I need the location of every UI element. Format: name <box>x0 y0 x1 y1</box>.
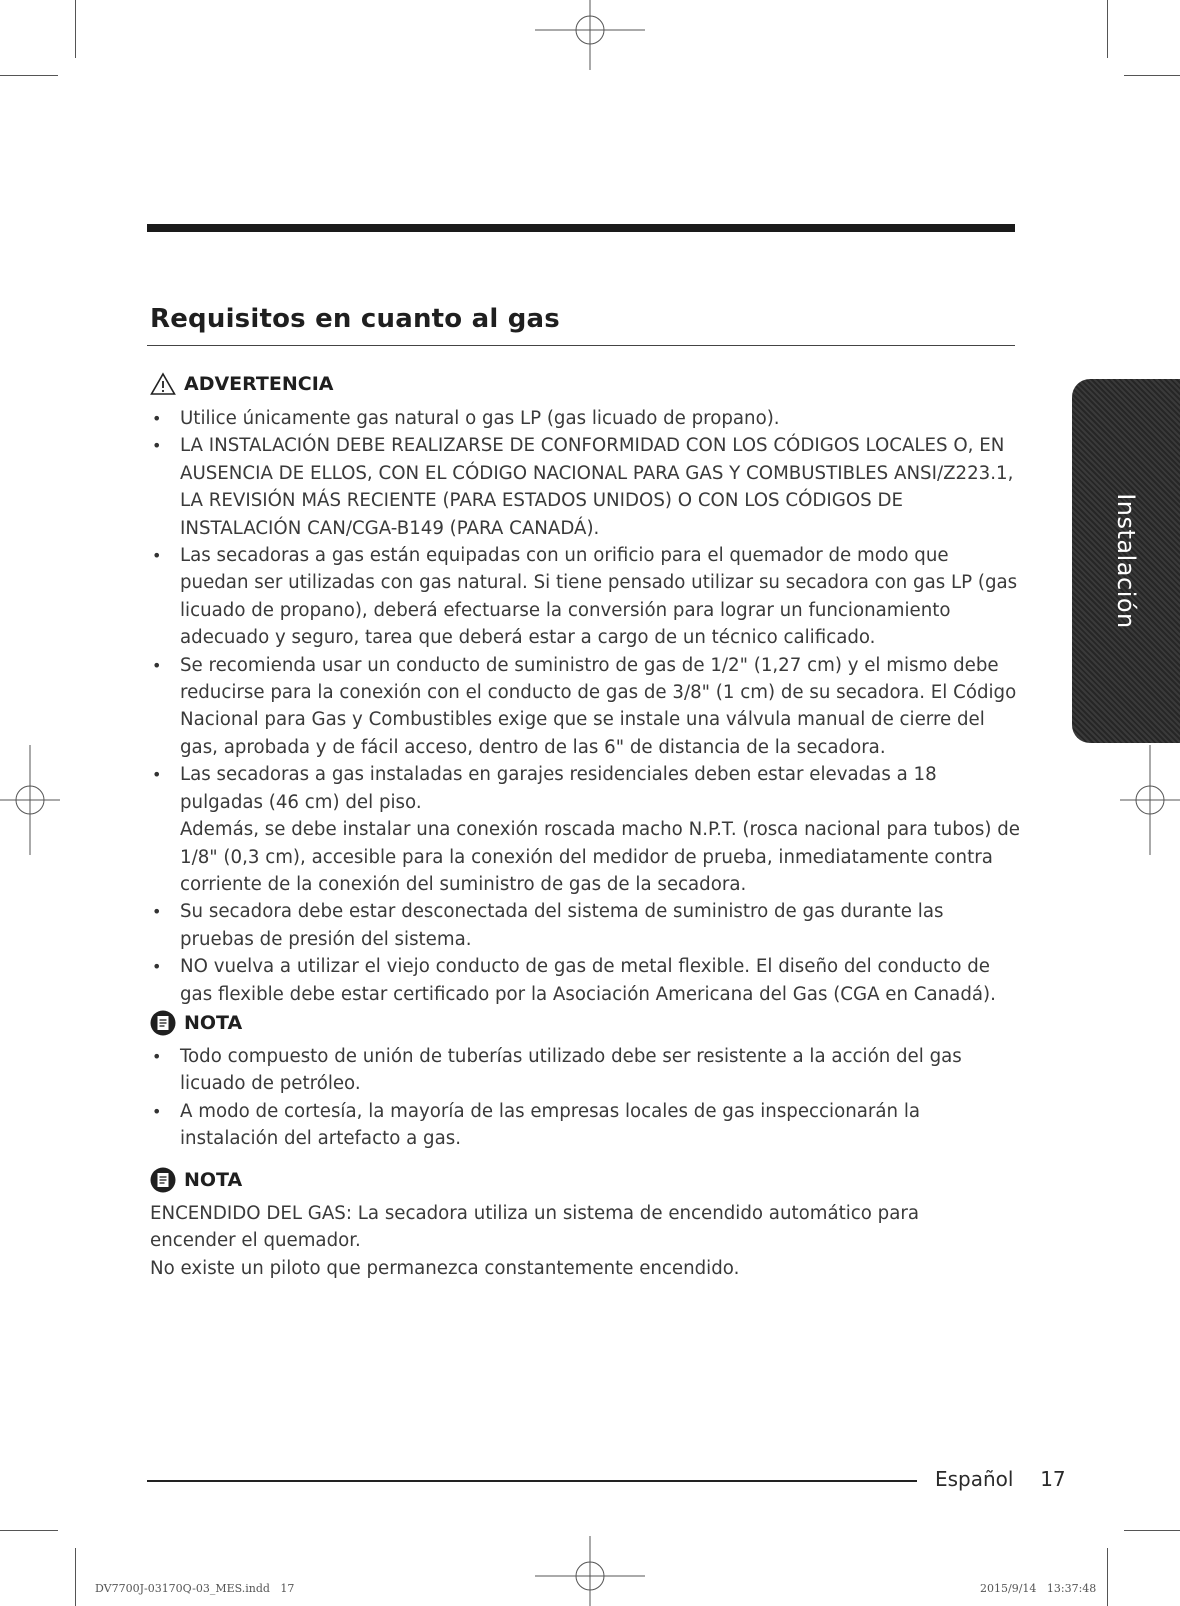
registration-mark-top <box>535 0 645 70</box>
list-item: • Las secadoras a gas están equipadas con un orificio para el quemador de modo que puedan ser utilizadas con gas natural. Si tiene pensado utilizar su secadora con gas LP (gas licuado de propano), deberá efectuarse la conversión para lograr un funcionamiento adecuado y seguro, tarea que deberá estar a cargo de un técnico calificado. <box>150 542 1020 652</box>
footer-language: Español <box>935 1467 1014 1491</box>
list-item: • Su secadora debe estar desconectada del sistema de suministro de gas durante las pruebas de presión del sistema. <box>150 898 1020 953</box>
footer-page-info <box>935 1467 1066 1491</box>
crop-mark <box>75 0 76 58</box>
note-label-2: NOTA <box>184 1169 243 1191</box>
note-label-1: NOTA <box>184 1012 243 1034</box>
list-item: • Las secadoras a gas instaladas en garajes residenciales deben estar elevadas a 18 pulgadas (46 cm) del piso. Además, se debe instalar una conexión roscada macho N.P.T. (rosca nacional para tubos) de 1/8" (0,3 cm), accesible para la conexión del medidor de prueba, inmediatamente contra corriente de la conexión del suministro de gas de la secadora. <box>150 761 1020 898</box>
list-item: • Se recomienda usar un conducto de suministro de gas de 1/2" (1,27 cm) y el mismo debe reducirse para la conexión con el conducto de gas de 3/8" (1 cm) de su secadora. El Código Nacional para Gas y Combustibles exige que se instale una válvula manual de cierre del gas, aprobada y de fácil acceso, dentro de las 6" de distancia de la secadora. <box>150 652 1020 762</box>
list-item: • LA INSTALACIÓN DEBE REALIZARSE DE CONFORMIDAD CON LOS CÓDIGOS LOCALES O, EN AUSENCIA DE ELLOS, CON EL CÓDIGO NACIONAL PARA GAS Y COMBUSTIBLES ANSI/Z223.1, LA REVISIÓN MÁS RECIENTE (PARA ESTADOS UNIDOS) O CON LOS CÓDIGOS DE INSTALACIÓN CAN/CGA-B149 (PARA CANADÁ). <box>150 432 1020 542</box>
crop-mark <box>0 75 58 76</box>
list-item: • A modo de cortesía, la mayoría de las empresas locales de gas inspeccionarán la instalación del artefacto a gas. <box>150 1098 1000 1153</box>
note-heading-2 <box>150 1167 242 1193</box>
side-tab-label: Instalación <box>1112 493 1140 629</box>
warning-triangle-icon <box>150 372 176 396</box>
page-number: 17 <box>1040 1467 1066 1491</box>
crop-mark <box>75 1548 76 1606</box>
imprint-file: DV7700J-03170Q-03_MES.indd 17 <box>95 1582 295 1595</box>
list-item: • Utilice únicamente gas natural o gas LP (gas licuado de propano). <box>150 405 1020 432</box>
header-bar <box>147 224 1015 232</box>
crop-mark <box>0 1530 58 1531</box>
crop-mark <box>1124 75 1180 76</box>
note-list <box>150 1043 1000 1153</box>
side-section-tab <box>1072 379 1180 743</box>
registration-mark-bottom <box>535 1536 645 1606</box>
footer-rule <box>147 1480 917 1482</box>
note-paragraph: No existe un piloto que permanezca constantemente encendido. <box>150 1257 740 1279</box>
crop-mark <box>1124 1530 1180 1531</box>
note-paragraph: ENCENDIDO DEL GAS: La secadora utiliza un sistema de encendido automático para encender el quemador. <box>150 1203 919 1252</box>
registration-mark-right <box>1120 745 1180 855</box>
crop-mark <box>1107 0 1108 58</box>
registration-mark-left <box>0 745 60 855</box>
warning-heading <box>150 372 334 396</box>
list-item: • Todo compuesto de unión de tuberías utilizado debe ser resistente a la acción del gas licuado de petróleo. <box>150 1043 1000 1098</box>
page-title: Requisitos en cuanto al gas <box>150 304 560 334</box>
note-paragraphs <box>150 1200 1005 1282</box>
crop-mark <box>1107 1548 1108 1606</box>
title-underline <box>147 345 1015 346</box>
warning-list <box>150 405 1020 1008</box>
imprint-timestamp: 2015/9/14 13:37:48 <box>980 1582 1097 1595</box>
note-heading-1 <box>150 1010 242 1036</box>
note-icon <box>150 1010 176 1036</box>
warning-label: ADVERTENCIA <box>184 373 334 395</box>
list-item: • NO vuelva a utilizar el viejo conducto de gas de metal flexible. El diseño del conducto de gas flexible debe estar certificado por la Asociación Americana del Gas (CGA en Canadá). <box>150 953 1020 1008</box>
note-icon <box>150 1167 176 1193</box>
